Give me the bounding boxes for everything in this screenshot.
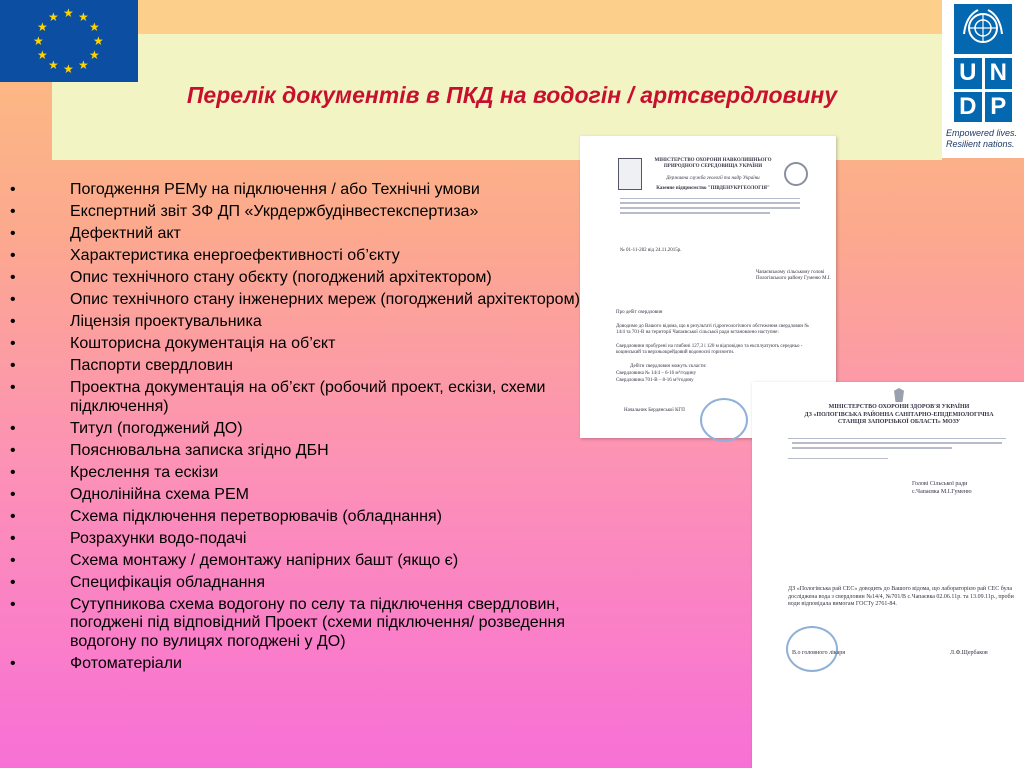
bullet: •	[10, 551, 16, 569]
bullet: •	[10, 247, 16, 264]
list-item	[10, 552, 610, 571]
list-item	[10, 464, 610, 483]
letter-address-line	[620, 212, 770, 214]
bullet: •	[10, 485, 16, 503]
svg-text:★: ★	[48, 58, 59, 72]
svg-text:★: ★	[37, 20, 48, 34]
top-band	[0, 0, 1024, 34]
bullet: •	[10, 335, 16, 352]
list-item	[10, 655, 610, 674]
list-item	[10, 379, 610, 416]
undp-letter: U	[954, 58, 982, 89]
list-item-text: Фотоматеріали	[70, 654, 182, 672]
list-item-text: Схема підключення перетворювачів (обладнання)	[70, 507, 442, 525]
letter-address-line	[620, 207, 800, 209]
letter-address-line	[792, 447, 952, 449]
list-item	[10, 181, 610, 200]
letter-signature: Начальник Бердянської КГП	[624, 408, 685, 413]
list-item	[10, 596, 610, 652]
bullet: •	[10, 654, 16, 672]
undp-tagline-1: Empowered lives.	[946, 128, 1018, 138]
undp-logo	[942, 0, 1024, 158]
undp-tagline-2: Resilient nations.	[946, 139, 1015, 149]
svg-text:★: ★	[93, 34, 104, 48]
bullet: •	[10, 463, 16, 481]
svg-text:★: ★	[37, 48, 48, 62]
list-item	[10, 420, 610, 439]
list-item-text: Однолінійна схема РЕМ	[70, 485, 249, 503]
letter-logo-icon	[618, 158, 642, 190]
svg-text:★: ★	[48, 10, 59, 24]
bullet: •	[10, 507, 16, 525]
list-item-text: Ліцензія проектувальника	[70, 313, 262, 330]
eu-flag-logo	[0, 0, 138, 82]
bullet: •	[10, 357, 16, 374]
letter-addressee: Чапаєвському сільському голові Пологівського району Гуменю М.І.	[756, 270, 831, 281]
letter-addressee: Голові Сільської ради с.Чапаєвка М.І.Гуменю	[912, 481, 972, 495]
list-item-text: Паспорти свердловин	[70, 357, 233, 374]
document-list	[10, 181, 610, 677]
svg-text:★: ★	[78, 10, 89, 24]
letter-body: Свердловини пробурені на глибині 127,3 і 120 м відповідно та експлуатують середньо - коцинський та верхньокрейдовий водоносні горизонти.	[616, 344, 803, 355]
letter-reference: № 01-11-282 від 24.11.2015р.	[620, 248, 682, 253]
letter-address-line	[620, 202, 800, 204]
svg-text:★: ★	[63, 62, 74, 76]
letter-header: МІНІСТЕРСТВО ОХОРОНИ НАВКОЛИШНЬОГО ПРИРОДНОГО СЕРЕДОВИЩА УКРАЇНИ	[654, 158, 772, 169]
bullet: •	[10, 379, 16, 396]
list-item-text: Титул (погоджений ДО)	[70, 419, 243, 437]
list-item-text: Проектна документація на об’єкт (робочий проект, ескізи, схеми підключення)	[70, 379, 546, 415]
svg-text:★: ★	[78, 58, 89, 72]
bullet: •	[10, 313, 16, 330]
bullet: •	[10, 419, 16, 437]
slide-title: Перелік документів в ПКД на водогін / артсвердловину	[186, 82, 838, 108]
stamp-seal-icon	[700, 398, 748, 442]
ukraine-trident-icon	[894, 388, 904, 402]
signer-name: Л.Ф.Щербаков	[950, 650, 988, 656]
undp-tagline	[946, 128, 1022, 150]
undp-letter: P	[985, 92, 1013, 123]
bullet: •	[10, 595, 16, 613]
list-item	[10, 203, 610, 222]
letter-body: Дебіти свердловин можуть скласти:	[630, 364, 707, 369]
list-item	[10, 357, 610, 376]
letter-subheader: Державна служба геології та надр України	[666, 176, 760, 181]
list-item-text: Кошторисна документація на об’єкт	[70, 335, 336, 352]
list-item-text: Пояснювальна записка згідно ДБН	[70, 441, 329, 459]
list-item	[10, 269, 610, 288]
svg-text:★: ★	[63, 6, 74, 20]
letter-rule	[620, 198, 800, 199]
bullet: •	[10, 441, 16, 459]
list-item-text: Розрахунки водо-подачі	[70, 529, 247, 547]
letter-body: ДЗ «Пологівська рай СЕС» доводить до Вашого відома, що лабораторією рай СЕС була досліджена вода з свердловин №14/4, №701/В с.Чапаєвка 02.06.11р. та 13.09.11р., проби води відповідала вимогам ГОСТу 2761-84.	[788, 586, 1014, 607]
bullet: •	[10, 529, 16, 547]
list-item-text: Схема монтажу / демонтажу напірних башт (якщо є)	[70, 551, 459, 569]
scanned-letter-health	[752, 382, 1024, 768]
bullet: •	[10, 225, 16, 242]
letter-body: Доводимо до Вашого відома, що в результаті гідрогеологічного обстеження свердловин № 14/4 та 701-В на території Чапаєвської сільської ради встановлено наступне:	[616, 324, 810, 335]
list-item	[10, 508, 610, 527]
signer-title: В.о головного лікаря	[792, 650, 845, 656]
letter-body: Свердловина 701-В – 8-16 м³/годину	[616, 378, 694, 383]
list-item	[10, 574, 610, 593]
list-item	[10, 313, 610, 332]
list-item-text: Характеристика енергоефективності об’єкту	[70, 247, 400, 264]
undp-letter: D	[954, 92, 982, 123]
letter-org: Казенне підприємство "ПІВДЕНУКРГЕОЛОГІЯ"	[656, 186, 770, 191]
letter-body: Свердловина № 14/4 – 6-16 м³/годину	[616, 371, 697, 376]
bullet: •	[10, 291, 16, 308]
un-emblem-icon	[954, 4, 1012, 54]
certification-mark-icon	[784, 162, 808, 186]
list-item-text: Дефектний акт	[70, 225, 181, 242]
list-item	[10, 225, 610, 244]
list-item-text: Специфікація обладнання	[70, 573, 265, 591]
svg-text:★: ★	[33, 34, 44, 48]
bullet: •	[10, 573, 16, 591]
letter-org: ДЗ «ПОЛОГІВСЬКА РАЙОННА САНІТАРНО-ЕПІДЕМІОЛОГІЧНА СТАНЦІЯ ЗАПОРІЗЬКОЇ ОБЛАСТІ» МОЗУ	[804, 412, 994, 425]
list-item	[10, 486, 610, 505]
letter-subject: Про дебіт свердловин	[616, 310, 663, 315]
list-item	[10, 247, 610, 266]
bullet: •	[10, 269, 16, 286]
letter-reference-line	[788, 458, 888, 459]
list-item-text: Опис технічного стану обєкту (погоджений архітектором)	[70, 269, 492, 286]
letter-address-line	[792, 442, 1002, 444]
bullet: •	[10, 203, 16, 220]
list-item	[10, 442, 610, 461]
svg-text:★: ★	[89, 48, 100, 62]
list-item-text: Сутупникова схема водогону по селу та підключення свердловин, погоджені під відповідний Проект (схеми підключення/ розведення водогону по вулицях погоджені у ДО)	[70, 595, 566, 650]
list-item-text: Опис технічного стану інженерних мереж (погоджений архітектором)	[70, 291, 580, 308]
letter-rule	[788, 438, 1006, 439]
list-item	[10, 530, 610, 549]
letter-header: МІНІСТЕРСТВО ОХОРОНИ ЗДОРОВ'Я УКРАЇНИ	[828, 404, 970, 410]
undp-letter: N	[985, 58, 1013, 89]
list-item-text: Погодження РЕМу на підключення / або Технічні умови	[70, 181, 480, 198]
bullet: •	[10, 181, 16, 198]
list-item	[10, 291, 610, 310]
stamp-seal-icon	[786, 626, 838, 672]
svg-text:★: ★	[89, 20, 100, 34]
list-item	[10, 335, 610, 354]
list-item-text: Креслення та ескізи	[70, 463, 219, 481]
list-item-text: Експертний звіт ЗФ ДП «Укрдержбудінвестекспертиза»	[70, 203, 479, 220]
